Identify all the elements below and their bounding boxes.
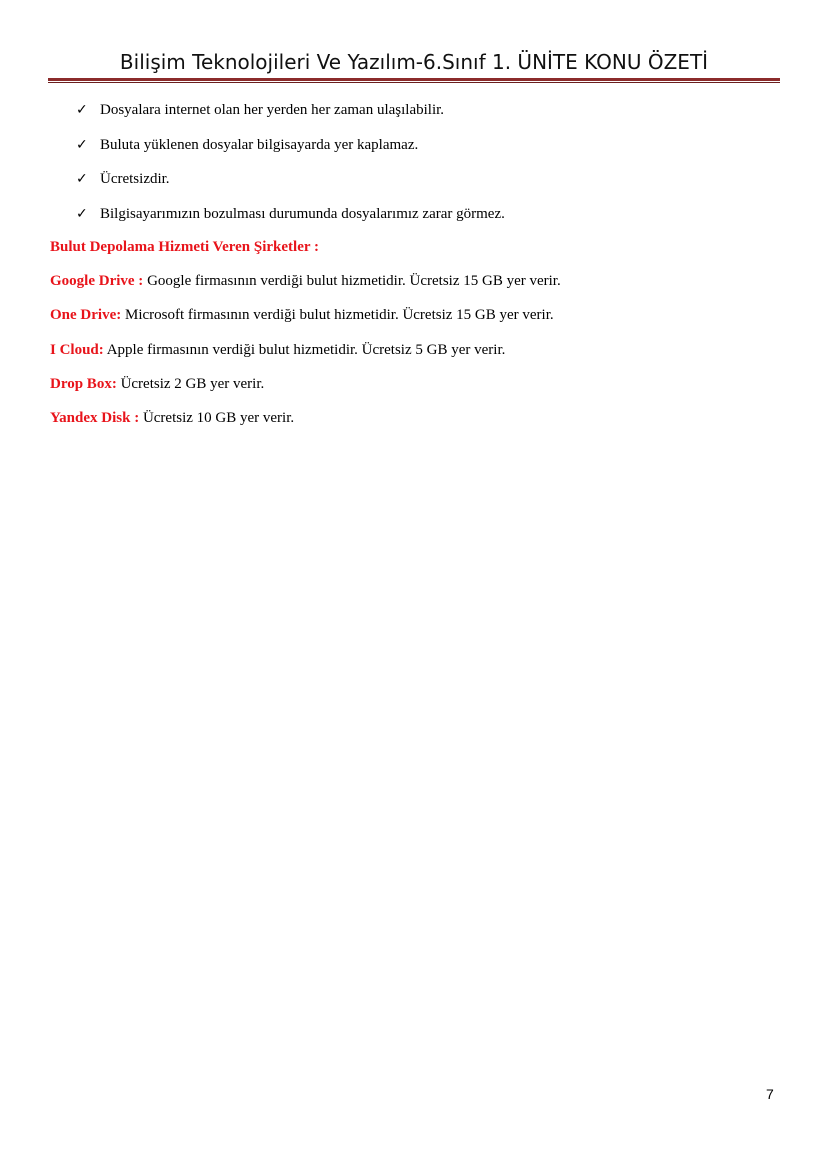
company-description: Microsoft firmasının verdiği bulut hizmetidir. Ücretsiz 15 GB yer verir. [121, 307, 554, 324]
advantage-text: Bilgisayarımızın bozulması durumunda dosyalarımız zarar görmez. [100, 205, 505, 222]
company-name: Google Drive : [50, 273, 144, 289]
list-item [76, 100, 505, 135]
check-icon: ✓ [76, 136, 88, 153]
section-heading: Bulut Depolama Hizmeti Veren Şirketler : [50, 239, 320, 255]
company-name: I Cloud: [50, 341, 104, 358]
advantages-list [76, 100, 505, 238]
header-divider [48, 78, 780, 83]
check-icon: ✓ [76, 102, 88, 118]
company-description: Apple firmasının verdiği bulut hizmetidir. Ücretsiz 5 GB yer verir. [103, 341, 506, 358]
company-description: Google firmasının verdiği bulut hizmetidir. Ücretsiz 15 GB yer verir. [143, 273, 561, 289]
check-icon: ✓ [76, 205, 88, 222]
page-number: 7 [766, 1086, 774, 1102]
advantage-text: Dosyalara internet olan her yerden her zaman ulaşılabilir. [100, 102, 445, 118]
company-name: One Drive: [50, 307, 122, 324]
advantage-text: Buluta yüklenen dosyalar bilgisayarda yer kaplamaz. [100, 136, 419, 153]
company-google-drive [50, 270, 561, 304]
check-icon: ✓ [76, 171, 88, 187]
company-description: Ücretsiz 2 GB yer verir. [116, 375, 265, 392]
list-item [76, 204, 505, 239]
page-header-title: Bilişim Teknolojileri Ve Yazılım-6.Sınıf 1. ÜNİTE KONU ÖZETİ [119, 50, 709, 74]
company-one-drive [50, 304, 561, 338]
list-item [76, 169, 505, 204]
company-description: Ücretsiz 10 GB yer verir. [139, 410, 295, 427]
company-name: Yandex Disk : [50, 410, 140, 427]
company-i-cloud [50, 339, 561, 373]
company-name: Drop Box: [50, 375, 117, 392]
advantage-text: Ücretsizdir. [100, 171, 170, 187]
company-drop-box [50, 373, 561, 407]
company-yandex-disk [50, 407, 561, 441]
list-item [76, 135, 505, 170]
cloud-companies-section [50, 236, 561, 441]
